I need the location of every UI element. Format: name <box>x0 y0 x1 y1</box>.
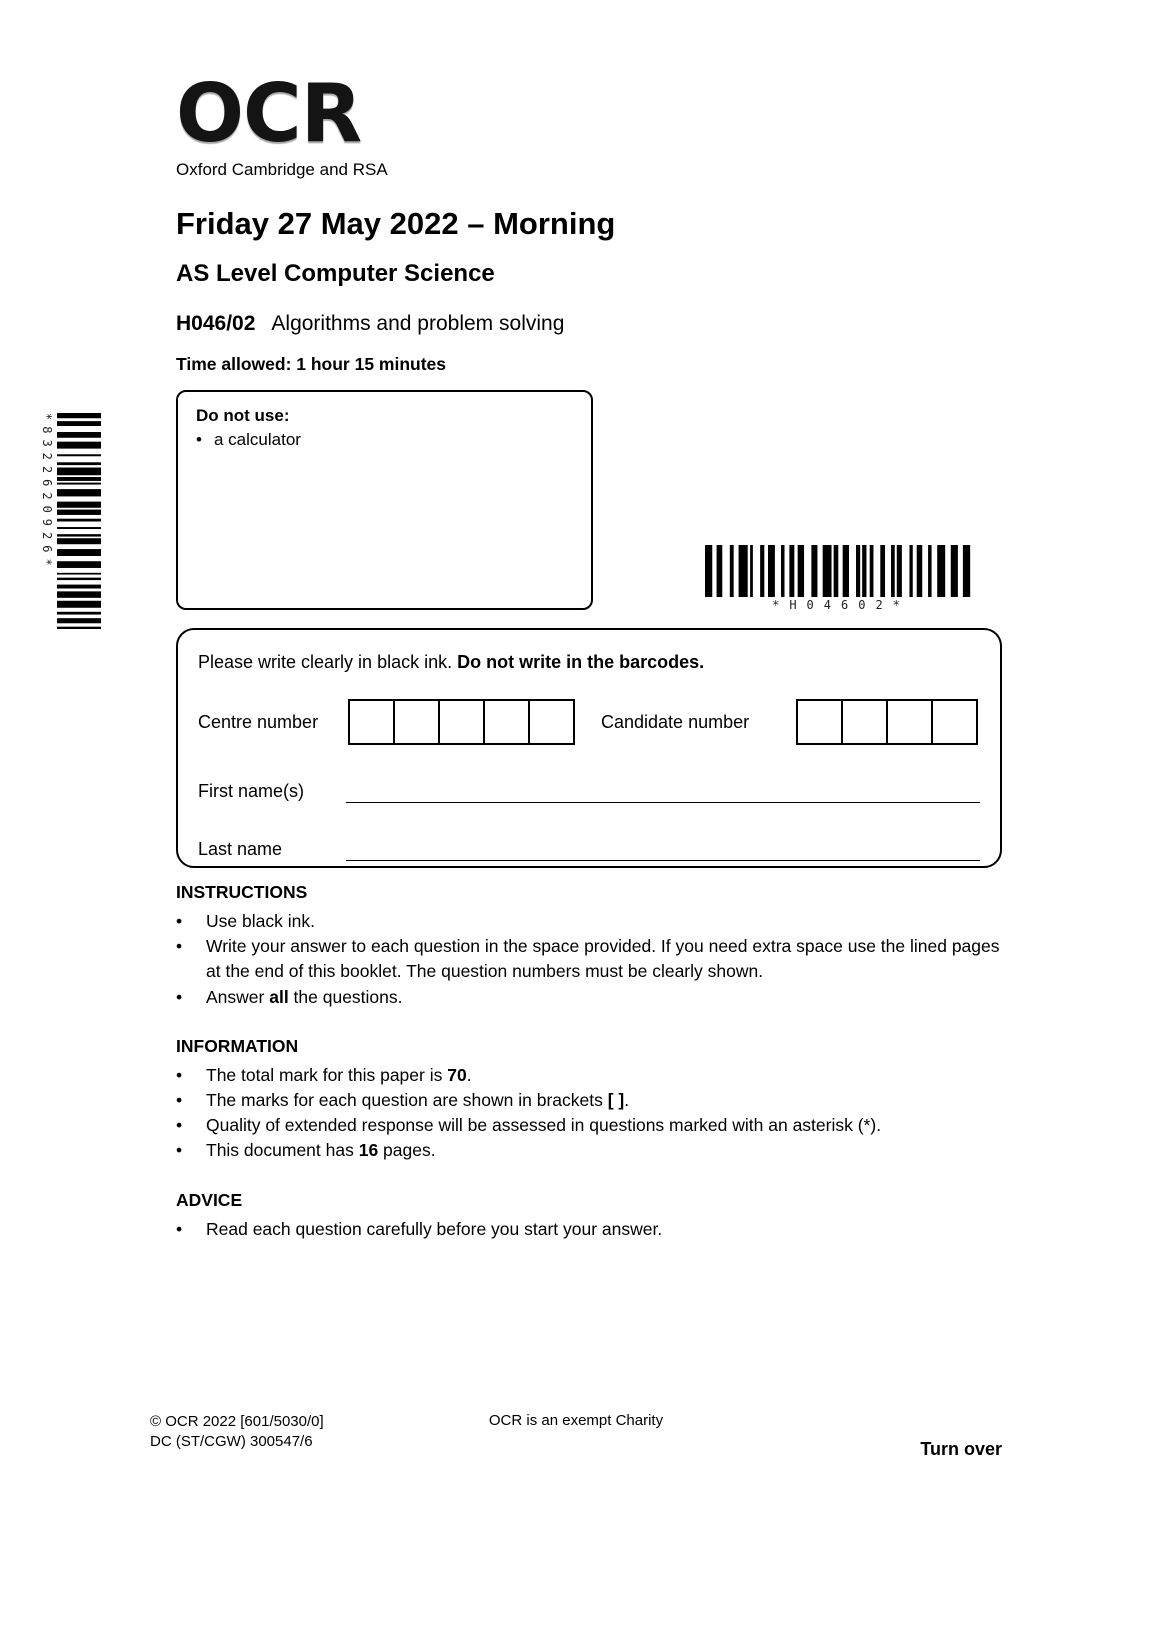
centre-number-cell <box>528 699 575 745</box>
right-barcode-text: *H04602* <box>772 598 910 612</box>
information-text: . <box>466 1064 472 1085</box>
candidate-number-label: Candidate number <box>601 711 750 732</box>
last-name-line <box>346 837 980 861</box>
note-plain: Please write clearly in black ink. <box>198 652 458 672</box>
ocr-logo: OCR <box>176 67 362 160</box>
candidate-number-cell <box>931 699 978 745</box>
instruction-item <box>176 934 1008 984</box>
bullet-dot: • <box>176 1064 183 1085</box>
left-barcode <box>40 413 101 629</box>
instruction-item <box>176 909 1008 934</box>
do-not-use-box <box>176 390 593 610</box>
information-item <box>176 1113 1008 1138</box>
centre-number-cell <box>393 699 440 745</box>
information-bold: 16 <box>358 1140 379 1161</box>
left-barcode-text: *8322620926* <box>40 413 54 572</box>
instruction-text: Write your answer to each question in the space provided. If you need extra space use the lined pages at the end of this booklet. The question numbers must be clearly shown. <box>206 936 1000 982</box>
first-name-row <box>198 779 980 803</box>
footer <box>150 1412 1002 1460</box>
note-bold: Do not write in the barcodes. <box>457 652 705 672</box>
information-item <box>176 1138 1008 1163</box>
information-text: Quality of extended response will be assessed in questions marked with an asterisk (*). <box>206 1115 882 1136</box>
advice-item <box>176 1217 1008 1242</box>
exam-date-title: Friday 27 May 2022 – Morning <box>176 206 616 241</box>
candidate-number-cells <box>796 699 978 745</box>
first-name-line <box>346 779 980 803</box>
instruction-text: Answer <box>206 986 270 1007</box>
bullet-dot: • <box>176 986 183 1007</box>
bullet-dot: • <box>176 1089 183 1110</box>
bullet-dot: • <box>176 911 183 931</box>
advice-section <box>176 1190 1008 1242</box>
candidate-number-cell <box>886 699 933 745</box>
information-text: The total mark for this paper is <box>206 1064 448 1085</box>
centre-number-cells <box>348 699 575 745</box>
centre-number-cell <box>348 699 395 745</box>
footer-copyright: © OCR 2022 [601/5030/0] <box>150 1413 324 1430</box>
do-not-use-item-text: a calculator <box>214 430 301 449</box>
advice-text: Read each question carefully before you start your answer. <box>206 1218 663 1239</box>
candidate-box-note <box>198 652 980 673</box>
last-name-label: Last name <box>198 839 283 859</box>
time-allowed: Time allowed: 1 hour 15 minutes <box>176 354 447 374</box>
sections <box>176 882 1008 1268</box>
information-item <box>176 1063 1008 1088</box>
paper-code: H046/02 <box>176 312 256 335</box>
do-not-use-item <box>196 430 573 450</box>
logo-subtitle: Oxford Cambridge and RSA <box>176 160 388 179</box>
information-text: The marks for each question are shown in brackets <box>206 1089 608 1110</box>
information-text: This document has <box>206 1140 359 1161</box>
candidate-number-cell <box>796 699 843 745</box>
footer-dc-code: DC (ST/CGW) 300547/6 <box>150 1433 313 1451</box>
information-text: . <box>624 1089 630 1110</box>
bullet-dot: • <box>176 1218 183 1239</box>
instruction-item <box>176 985 1008 1010</box>
paper-line <box>176 312 1016 336</box>
header <box>176 67 1016 375</box>
advice-heading: ADVICE <box>176 1189 243 1210</box>
information-bold: 70 <box>447 1064 467 1085</box>
left-barcode-bars <box>57 413 101 629</box>
information-item <box>176 1088 1008 1113</box>
bullet-dot: • <box>176 1140 183 1161</box>
number-row <box>198 699 980 745</box>
centre-number-cell <box>483 699 530 745</box>
information-section <box>176 1036 1008 1164</box>
instructions-heading: INSTRUCTIONS <box>176 882 308 902</box>
instruction-bold: all <box>269 986 289 1007</box>
instruction-text: the questions. <box>288 986 403 1007</box>
candidate-details-box <box>176 628 1002 868</box>
turn-over-label: Turn over <box>920 1439 1002 1459</box>
bullet-dot: • <box>176 936 183 957</box>
last-name-row <box>198 837 980 861</box>
instruction-text: Use black ink. <box>206 911 315 931</box>
information-heading: INFORMATION <box>176 1035 299 1056</box>
exam-level-title: AS Level Computer Science <box>176 260 495 287</box>
do-not-use-heading: Do not use: <box>196 406 290 425</box>
candidate-number-cell <box>841 699 888 745</box>
bullet-dot: • <box>176 1115 183 1136</box>
centre-number-cell <box>438 699 485 745</box>
information-bold: [ ] <box>607 1089 625 1110</box>
footer-charity: OCR is an exempt Charity <box>488 1412 664 1429</box>
first-name-label: First name(s) <box>198 781 305 801</box>
bullet-dot: • <box>196 430 202 449</box>
information-text: pages. <box>378 1140 436 1161</box>
instructions-section <box>176 882 1008 1010</box>
centre-number-label: Centre number <box>198 711 319 732</box>
right-barcode-bars <box>705 545 977 597</box>
paper-title: Algorithms and problem solving <box>271 312 565 335</box>
right-barcode <box>705 545 977 612</box>
